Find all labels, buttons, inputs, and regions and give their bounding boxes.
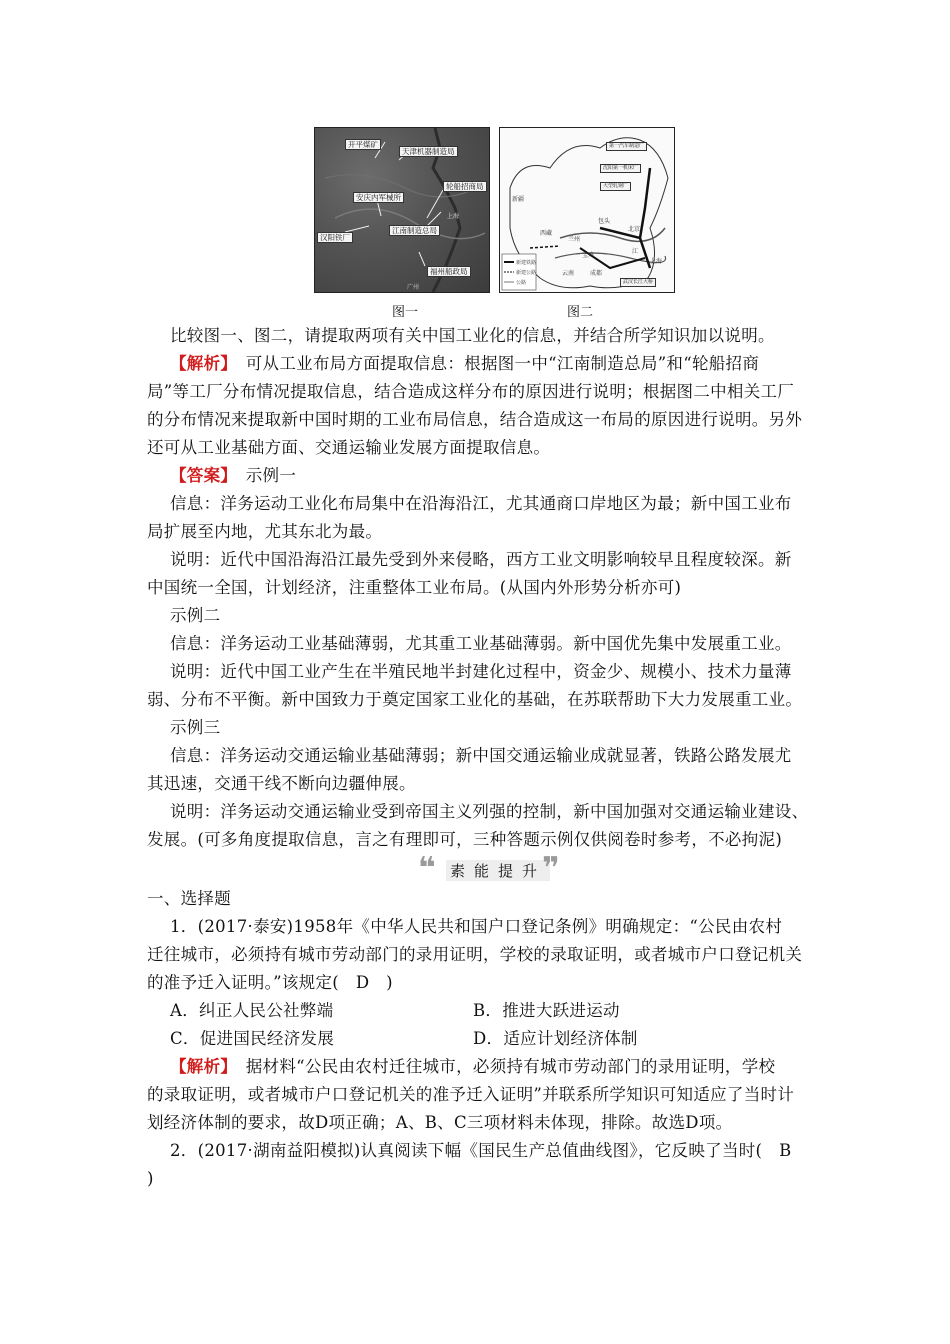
section-header [418,851,568,885]
label-shanghai: 上海 [447,213,460,220]
analysis-line-4: 还可从工业基础方面、交通运输业发展方面提取信息。 [147,438,551,457]
legend-railway: 新建铁路 [516,260,537,266]
q2-line-1: 2．(2017·湖南益阳模拟)认真阅读下幅《国民生产总值曲线图》，它反映了当时( B [170,1141,792,1160]
analysis-line-1 [170,353,759,375]
analysis-line-2: 局”等工厂分布情况提取信息，结合造成这样分布的原因进行说明；根据图二中相关工厂 [147,382,795,401]
open-quote-icon: ❝ [418,851,436,886]
q1-analysis-line-1 [170,1056,775,1078]
label-guangzhou: 广州 [407,284,420,291]
ex3-info-1: 信息：洋务运动交通运输业基础薄弱；新中国交通运输业成就显著，铁路公路发展尤 [170,746,792,765]
q1-line-2: 迁往城市，必须持有城市劳动部门的录用证明，学校的录取证明，或者城市户口登记机关 [147,945,803,964]
example-2-title: 示例二 [170,606,221,625]
label-kaiping: 开平煤矿 [345,139,381,150]
label-jiangnan: 江南制造总局 [389,225,440,236]
figure-2-map [499,127,675,293]
q2-line-2: ) [147,1169,154,1188]
label-chengdu: 成都 [590,270,603,277]
label-changchun: 第一汽车制造厂 [606,142,647,151]
answer-tag: 【答案】 [170,466,229,485]
analysis-tag: 【解析】 [170,354,229,373]
label-shenyang: 沈阳第一机床厂 [600,164,641,173]
q1-option-c: C．促进国民经济发展 [170,1029,335,1048]
label-beijing: 北京 [628,226,641,233]
label-baotou: 包头 [598,218,611,225]
q1-option-a: A．纠正人民公社弊端 [170,1001,334,1020]
q1-option-d: D．适应计划经济体制 [473,1029,638,1048]
label-fuzhou: 福州船政局 [427,266,471,277]
q1-analysis-line-3: 划经济体制的要求，故D项正确；A、B、C三项材料未体现，排除。故选D项。 [147,1113,733,1132]
section-title: 素能提升 [446,860,550,881]
q1-analysis-text-1: 据材料“公民由农村迁往城市，必须持有城市劳动部门的录用证明，学校 [228,1057,776,1076]
figure-1-caption: 图一 [392,305,419,320]
label-daqing: 大型轧钢厂 [600,182,631,191]
answer-line [170,465,296,487]
ex1-info-2: 局扩展至内地，尤其东北为最。 [147,522,383,541]
label-jiang: 江 [632,248,639,255]
part-title: 一、选择题 [147,889,231,908]
map-2-outline [500,128,674,292]
legend-new-road: 新建公路 [516,270,537,276]
label-lanzhou: 兰州 [568,236,581,243]
q1-analysis-tag: 【解析】 [170,1057,229,1076]
label-anqing: 安庆内军械所 [353,192,404,203]
q1-analysis-line-2: 的录取证明，或者城市户口登记机关的准予迁入证明”并联系所学知识可知适应了当时计 [147,1085,795,1104]
label-tianjin: 天津机器制造局 [399,146,458,157]
question-text: 比较图一、图二，请提取两项有关中国工业化的信息，并结合所学知识加以说明。 [170,326,775,345]
example-3-title: 示例三 [170,718,221,737]
figure-1-map [314,127,490,293]
label-wuhan: 武汉长江大桥 [620,278,656,287]
label-shanghai-2: 上海 [650,258,663,265]
figure-2-caption: 图二 [567,305,594,320]
example-1-title: 示例一 [228,466,297,485]
close-quote-icon: ❞ [542,851,560,886]
ex2-info: 信息：洋务运动工业基础薄弱，尤其重工业基础薄弱。新中国优先集中发展重工业。 [170,634,792,653]
label-xinjiang: 新疆 [512,196,525,203]
ex3-info-2: 其迅速，交通干线不断向边疆伸展。 [147,774,416,793]
ex2-expl-2: 弱、分布不平衡。新中国致力于奠定国家工业化的基础，在苏联帮助下大力发展重工业。 [147,690,803,709]
q1-option-b: B．推进大跃进运动 [473,1001,620,1020]
ex2-expl-1: 说明：近代中国工业产生在半殖民地半封建化过程中，资金少、规模小、技术力量薄 [170,662,792,681]
legend-road: 公路 [516,280,527,286]
q1-line-3: 的准予迁入证明。”该规定( D ) [147,973,393,992]
analysis-line-3: 的分布情况来提取新中国时期的工业布局信息，结合造成这一布局的原因进行说明。另外 [147,410,803,429]
ex3-expl-2: 发展。(可多角度提取信息，言之有理即可，三种答题示例仅供阅卷时参考，不必拘泥) [147,830,783,849]
ex1-expl-1: 说明：近代中国沿海沿江最先受到外来侵略，西方工业文明影响较早且程度较深。新 [170,550,792,569]
ex3-expl-1: 说明：洋务运动交通运输业受到帝国主义列强的控制，新中国加强对交通运输业建设、 [170,802,809,821]
ex1-info-1: 信息：洋务运动工业化布局集中在沿海沿江，尤其通商口岸地区为最；新中国工业布 [170,494,792,513]
label-xizang: 西藏 [540,230,553,237]
label-lunchuan: 轮船招商局 [443,181,487,192]
label-baoji: 宝鸡 [582,252,595,259]
label-yunnan: 云南 [562,270,575,277]
q1-line-1: 1．(2017·泰安)1958年《中华人民共和国户口登记条例》明确规定：“公民由农村 [170,917,783,936]
ex1-expl-2: 中国统一全国，计划经济，注重整体工业布局。(从国内外形势分析亦可) [147,578,682,597]
analysis-text-1: 可从工业布局方面提取信息：根据图一中“江南制造总局”和“轮船招商 [228,354,760,373]
label-hanyang: 汉阳铁厂 [317,232,353,243]
